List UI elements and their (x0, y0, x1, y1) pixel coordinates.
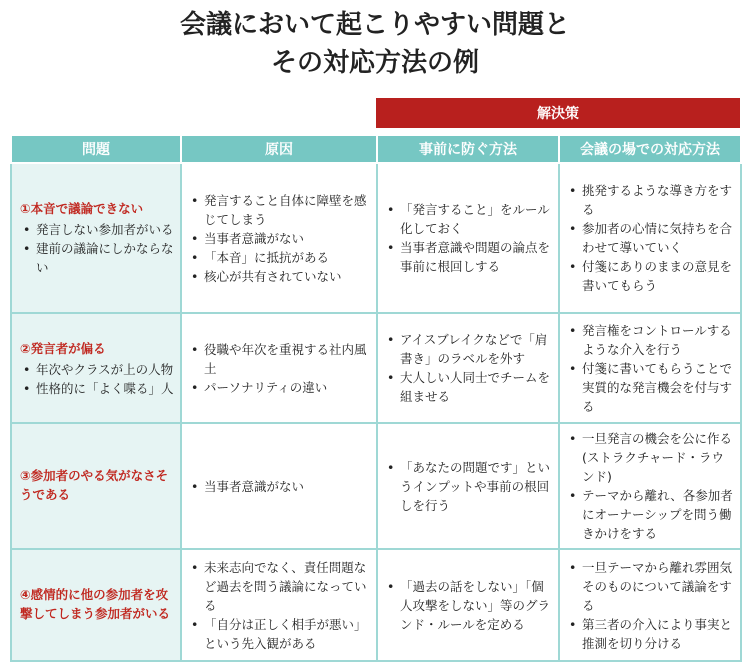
problem-item: • 発言しない参加者がいる (20, 220, 174, 239)
prevention-item: • アイスブレイクなどで「肩書き」のラベルを外す (386, 330, 552, 368)
column-header-prevention: 事前に防ぐ方法 (377, 135, 559, 163)
in-meeting-cell (559, 423, 741, 549)
cause-item: • 未来志向でなく、責任問題など過去を問う議論になっている (190, 558, 370, 615)
table-row (11, 549, 741, 661)
in-meeting-cell (559, 549, 741, 661)
cause-item: • 役職や年次を重視する社内風土 (190, 340, 370, 378)
prevention-cell (377, 163, 559, 313)
table-row (11, 163, 741, 313)
prevention-item: • 「過去の話をしない」「個人攻撃をしない」等のグランド・ルールを定める (386, 577, 552, 634)
prevention-cell (377, 423, 559, 549)
cause-item: • 当事者意識がない (190, 229, 370, 248)
title-line-1: 会議において起こりやすい問題と (179, 10, 570, 40)
in-meeting-item: • 一旦テーマから離れ雰囲気そのものについて議論をする (568, 558, 734, 615)
prevention-cell (377, 313, 559, 423)
in-meeting-item: • 発言権をコントロールするような介入を行う (568, 321, 734, 359)
in-meeting-item: • 付箋に書いてもらうことで実質的な発言機会を付与する (568, 359, 734, 416)
solution-header: 解決策 (376, 98, 740, 128)
in-meeting-cell (559, 313, 741, 423)
table-row (11, 313, 741, 423)
cause-cell (181, 549, 377, 661)
problem-item: • 性格的に「よく喋る」人 (20, 379, 174, 398)
problem-title: ①本音で議論できない (20, 201, 144, 216)
problem-cell (11, 549, 181, 661)
cause-item: • 当事者意識がない (190, 477, 370, 496)
column-header-in-meeting: 会議の場での対応方法 (559, 135, 741, 163)
page-title (0, 6, 750, 82)
problem-table (10, 134, 742, 662)
prevention-item: • 「あなたの問題です」というインプットや事前の根回しを行う (386, 458, 552, 515)
in-meeting-item: • 挑発するような導き方をする (568, 181, 734, 219)
cause-cell (181, 423, 377, 549)
problem-title: ②発言者が偏る (20, 340, 106, 356)
problem-title: ③参加者のやる気がなさそうである (20, 468, 169, 502)
table-row (11, 423, 741, 549)
cause-item: • 「自分は正しく相手が悪い」という先入観がある (190, 615, 370, 653)
cause-cell (181, 163, 377, 313)
header-row (11, 135, 741, 163)
problem-item: • 年次やクラスが上の人物 (20, 360, 174, 379)
problem-cell (11, 423, 181, 549)
prevention-item: • 当事者意識や問題の論点を事前に根回しする (386, 238, 552, 276)
column-header-cause: 原因 (181, 135, 377, 163)
in-meeting-item: • 第三者の介入により事実と推測を切り分ける (568, 615, 734, 653)
problem-item: • 建前の議論にしかならない (20, 239, 174, 277)
in-meeting-cell (559, 163, 741, 313)
problem-title: ④感情的に他の参加者を攻撃してしまう参加者がいる (20, 587, 171, 621)
cause-item: • パーソナリティの違い (190, 378, 370, 397)
in-meeting-item: • テーマから離れ、各参加者にオーナーシップを問う働きかけをする (568, 486, 734, 543)
in-meeting-item: • 一旦発言の機会を公に作る(ストラクチャード・ラウンド) (568, 429, 734, 486)
problem-cell (11, 313, 181, 423)
cause-item: • 核心が共有されていない (190, 267, 370, 286)
in-meeting-item: • 付箋にありのままの意見を書いてもらう (568, 257, 734, 295)
cause-item: • 「本音」に抵抗がある (190, 248, 370, 267)
cause-item: • 発言すること自体に障壁を感じてしまう (190, 191, 370, 229)
in-meeting-item: • 参加者の心情に気持ちを合わせて導いていく (568, 219, 734, 257)
prevention-item: • 大人しい人同士でチームを組ませる (386, 368, 552, 406)
prevention-item: • 「発言すること」をルール化しておく (386, 200, 552, 238)
cause-cell (181, 313, 377, 423)
problem-cell (11, 163, 181, 313)
title-line-2: その対応方法の例 (270, 48, 479, 78)
column-header-problem: 問題 (11, 135, 181, 163)
prevention-cell (377, 549, 559, 661)
